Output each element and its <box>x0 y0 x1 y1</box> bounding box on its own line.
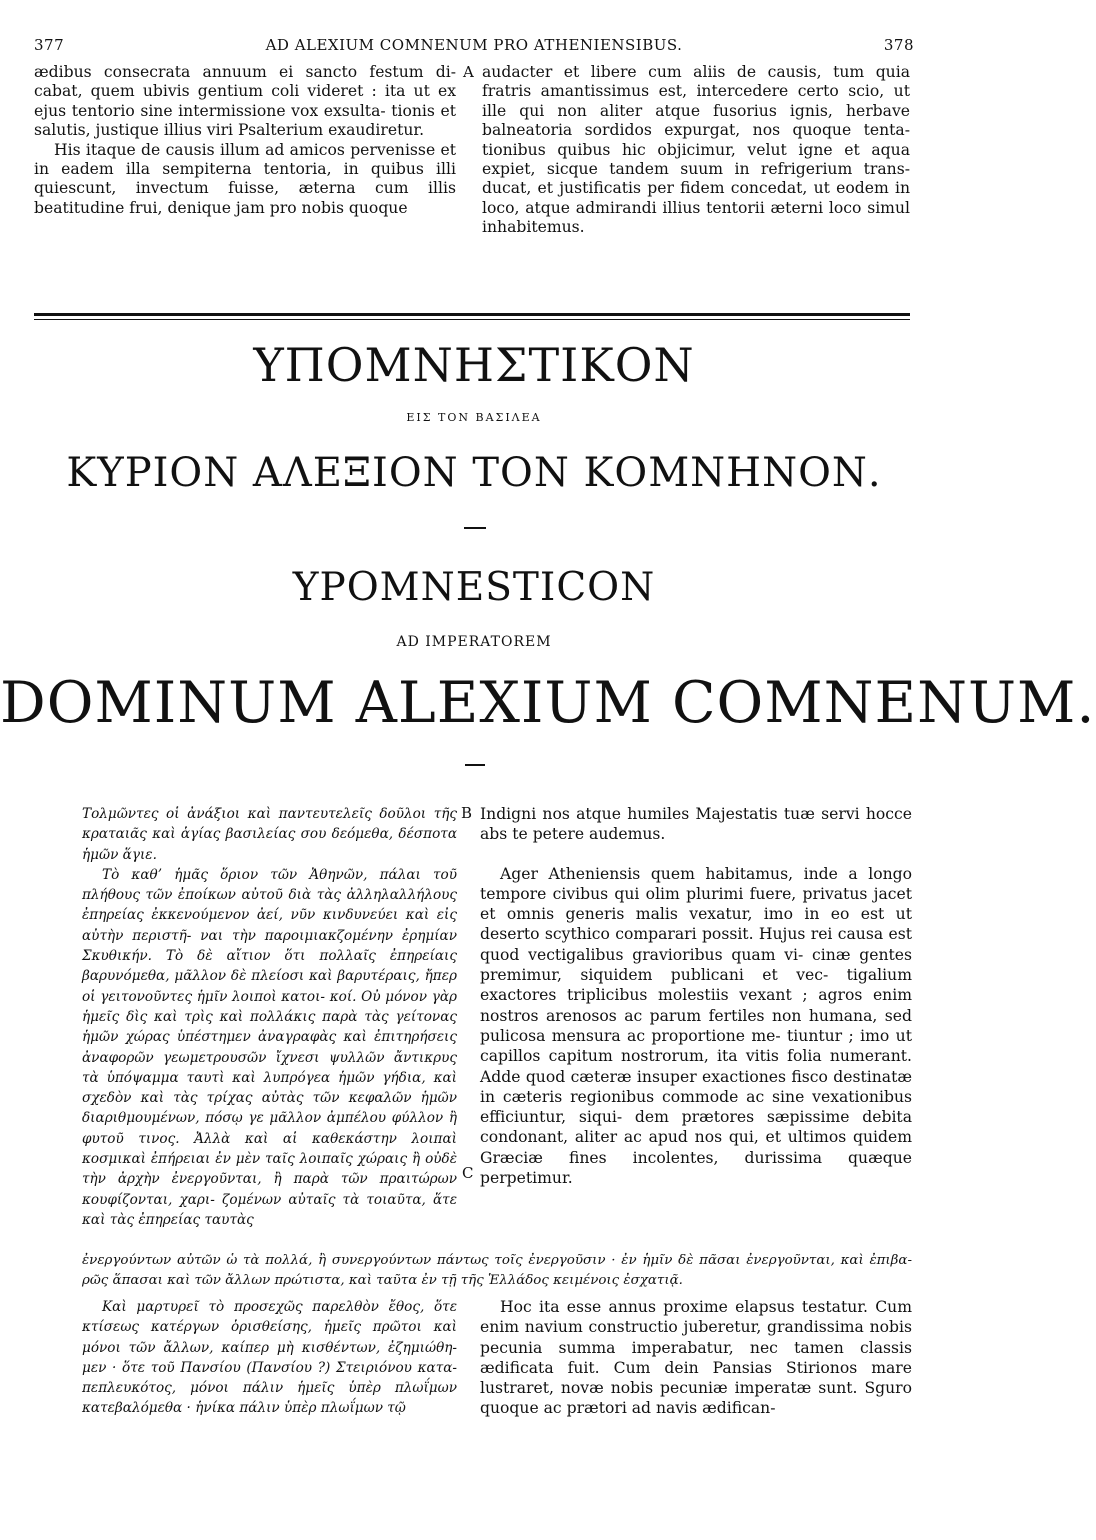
margin-letter-b: B <box>461 804 473 822</box>
section-divider-thin <box>34 319 910 320</box>
latin-paragraph: Indigni nos atque humiles Majestatis tuæ servi hocce abs te petere audemus. <box>480 805 912 844</box>
title-dash <box>465 764 485 766</box>
paragraph: audacter et libere cum aliis de causis, tum quia fratris amantissimus est, intercedere certo scio, ut ille qui non aliter atque fusorius ignis, herbave balneatoria sordidos expurgat, nos quoque tenta- tionibus quibus hic objicimur, velut igne et aqua expiet, sicque tandem suum in refrigerium trans- ducat, et justificatis per fidem concedat, ut eodem in loco, atque admirandi illius tentorii æterni loco simul inhabitemus. <box>482 63 910 237</box>
greek-column <box>82 804 457 1230</box>
page-number-right: 378 <box>883 36 914 54</box>
running-title: AD ALEXIUM COMNENUM PRO ATHENIENSIBUS. <box>265 36 683 54</box>
paragraph: His itaque de causis illum ad amicos pervenisse et in eadem illa sempiterna tentoria, in quibus illi quiescunt, invectum fuisse, æterna cum illis beatitudine frui, denique jam pro nobis quoque <box>34 140 456 217</box>
greek-spanning-lines: ἐνεργούντων αὐτῶν ὡ τὰ πολλά, ἢ συνεργούντων πάντως τοῖς ἐνεργοῦσιν · ἐν ἡμῖν δὲ πᾶσαι ἐνεργοῦνται, καὶ ἐπιβα- ρῶς ἅπασαι καὶ τῶν ἄλλων πρώτιστα, καὶ ταῦτα ἐν τῇ τῆς Ἑλλάδος κειμένοις ἐσχατιᾷ. <box>82 1253 912 1289</box>
latin-name-heading: DOMINUM ALEXIUM COMNENUM. <box>0 670 1096 736</box>
running-header <box>34 36 914 56</box>
greek-column-continued <box>82 1297 457 1419</box>
section-divider <box>34 313 910 316</box>
greek-title: ΥΠΟΜΝΗΣΤΙΚΟΝ <box>253 338 695 392</box>
latin-paragraph: Ager Atheniensis quem habitamus, inde a longo tempore civibus qui olim plurimi fuere, privatus jacet et omnis generis malis vexatur, imo in eo est ut deserto scythico comparari possit. Hujus rei causa est quod vectigalibus gravioribus quam vi- cinæ gentes premimur, siquidem publicani et vec- tigalium exactores triplicibus molestiis vexant ; agros enim nostros arenosos ac parum fertiles non humana, sed pulicosa mensura ac proportione me- tiuntur ; imo ut capillos capitum nostrorum, ita vitis folia numerant. Adde quod cæteræ insuper exactiones fisco destinatæ in cæteris regionibus commode ac sine vexationibus efficiuntur, siqui- dem prætores sæpissime debita condonant, aliter ac apud nos qui, et ultimos quidem Græciæ fines incolentes, durissima quæque perpetimur. <box>480 864 912 1188</box>
top-right-column <box>482 63 910 238</box>
greek-paragraph: Τὸ καθ’ ἡμᾶς ὅριον τῶν Ἀθηνῶν, πάλαι τοῦ πλήθους τῶν ἐποίκων αὐτοῦ διὰ τὰς ἀλληλαλλήλους ἐπηρείας ἐκκενούμενον ἀεί, νῦν κινδυνεύει καὶ εἰς αὐτὴν περιστῆ- ναι τὴν παροιμιακζομένην ἐρημίαν Σκυθικήν. Τὸ δὲ αἴτιον ὅτι πολλαῖς ἐπηρείαις βαρυνόμεθα, μᾶλλον δὲ πλείοσι καὶ βαρυτέραις, ἤπερ οἱ γειτονοῦντες ἡμῖν λοιποὶ κατοι- κοί. Οὐ μόνον γὰρ ἡμεῖς δὶς καὶ τρὶς καὶ πολλάκις παρὰ τὰς γείτονας ἡμῶν χώρας ὑπέστημεν ἀναγραφὰς καὶ ἐπιτηρήσεις ἀναφορῶν γεωμετρουσῶν ἴχνεσι ψυλλῶν ἄντικρυς τὰ ὑπόψαμμα ταυτὶ καὶ λυπρόγεα ἡμῶν γήδια, καὶ σχεδὸν καὶ τὰς τρίχας αὐτὰς τῶν κεφαλῶν ἡμῶν διαριθμουμένων, πόσῳ γε μᾶλλον ἀμπέλου φύλλον ἢ φυτοῦ τινος. Ἀλλὰ καὶ αἱ καθεκάστην λοιπαὶ κοσμικαὶ ἐπήρειαι ἐν μὲν ταῖς λοιπαῖς χώραις ἢ οὐδὲ τὴν ἀρχὴν ἐνεργοῦνται, ἢ παρὰ τῶν πραιτώρων κουφίζονται, χαρι- ζομένων αὐταῖς τὰ τοιαῦτα, ἅτε καὶ τὰς ἐπηρείας ταυτὰς <box>82 866 457 1228</box>
greek-paragraph: Καὶ μαρτυρεῖ τὸ προσεχῶς παρελθὸν ἔθος, ὅτε κτίσεως κατέργων ὁρισθείσης, ἡμεῖς πρῶτοι καὶ μόνοι τῶν ἄλλων, καίπερ μὴ κισθέντων, ἐζημιώθη- μεν · ὅτε τοῦ Πανσίου (Πανσίου ?) Στειριόνου κατα- πεπλευκότος, μόνοι πάλιν ἡμεῖς ὑπὲρ πλωΐμων κατεβαλόμεθα · ἡνίκα πάλιν ὑπὲρ πλωΐμων τῷ <box>82 1299 457 1417</box>
latin-paragraph: Hoc ita esse annus proxime elapsus testatur. Cum enim navium constructio juberetur, grandissima nobis pecunia summa imperabatur, nec tamen classis ædificata fuit. Cum dein Pansias Stirionos mare lustraret, novæ nobis pecuniæ imperatæ sunt. Sguro quoque ac prætori ad navis ædifican- <box>480 1298 912 1418</box>
greek-paragraph: Τολμῶντες οἱ ἀνάξιοι καὶ παντευτελεῖς δοῦλοι τῆς κραταιᾶς καὶ ἁγίας βασιλείας σου δεόμεθα, δέσποτα ἡμῶν ἅγιε. <box>82 806 457 863</box>
margin-letter-a: A <box>463 63 474 81</box>
margin-letter-c: C <box>462 1164 474 1182</box>
latin-subtitle: AD IMPERATOREM <box>396 634 552 650</box>
latin-column-continued <box>480 1297 912 1419</box>
latin-column <box>480 804 912 1188</box>
greek-name-heading: ΚΥΡΙΟΝ ΑΛΕΞΙΟΝ ΤΟΝ ΚΟΜΝΗΝΟΝ. <box>66 450 882 496</box>
paragraph: ædibus consecrata annuum ei sancto festum di- cabat, quem ubivis gentium coli videret : ita ut ex ejus tentorio sine intermissione vox exsulta- tionis et salutis, justique illius viri Psalterium exaudiretur. <box>34 63 456 140</box>
top-left-column <box>34 63 456 218</box>
latin-title: YPOMNESTICON <box>292 565 656 610</box>
page-number-left: 377 <box>34 36 65 54</box>
title-dash <box>464 527 486 529</box>
greek-subtitle: ΕΙΣ ΤΟΝ ΒΑΣΙΛΕΑ <box>406 411 542 424</box>
